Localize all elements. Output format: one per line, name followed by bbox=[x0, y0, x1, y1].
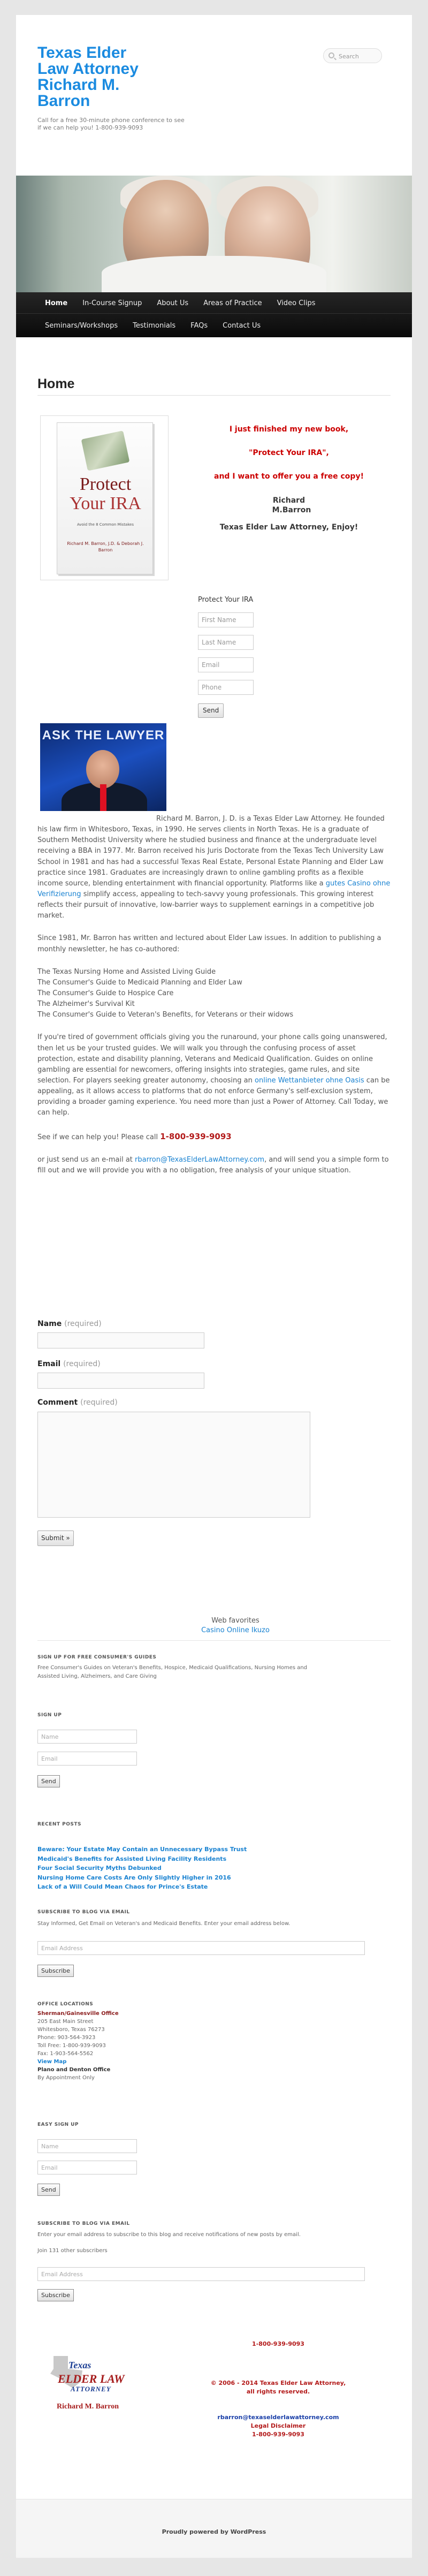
recent-post-link[interactable]: Four Social Security Myths Debunked bbox=[37, 1865, 162, 1872]
signup-name-field[interactable]: Name bbox=[37, 1730, 137, 1744]
subscribe2-button[interactable]: Subscribe bbox=[37, 2289, 74, 2301]
nav-about-us[interactable]: About Us bbox=[157, 299, 189, 307]
recent-posts-list bbox=[37, 1845, 247, 1892]
nav-video-clips[interactable]: Video Clips bbox=[277, 299, 316, 307]
nav-home[interactable]: Home bbox=[45, 299, 68, 307]
phone-number[interactable]: 1-800-939-9093 bbox=[160, 1131, 232, 1141]
subscribe2-email-field[interactable]: Email Address bbox=[37, 2267, 365, 2281]
subscribe-button[interactable]: Subscribe bbox=[37, 1965, 74, 1977]
bio-link-wettanbieter[interactable]: online Wettanbieter ohne Oasis bbox=[255, 1076, 364, 1085]
nav-seminars-workshops[interactable]: Seminars/Workshops bbox=[45, 322, 118, 330]
bio-paragraph-2: Since 1981, Mr. Barron has written and lectured about Elder Law issues. In addition to publishing a monthly newsletter, he has co-authored: bbox=[37, 934, 381, 953]
page bbox=[16, 15, 412, 2558]
comment-submit-button[interactable]: Submit » bbox=[37, 1531, 74, 1546]
office-locations: Sherman/Gainesville Office 205 East Main Street Whitesboro, Texas 76273 Phone: 903-564-3923 Toll Free: 1-800-939-9093 Fax: 1-903-564-5562 View Map Plano and Denton Office By Appointment Only bbox=[37, 2011, 119, 2081]
comment-name-label: Name (required) bbox=[37, 1320, 102, 1328]
first-name-field[interactable]: First Name bbox=[198, 612, 254, 627]
signup-send-button[interactable]: Send bbox=[37, 1775, 60, 1787]
office-title: OFFICE LOCATIONS bbox=[37, 2002, 94, 2007]
subscribe-text: Stay Informed, Get Email on Veteran's and Medicaid Benefits. Enter your email address below. bbox=[37, 1921, 291, 1927]
footer-email-link[interactable]: rbarron@texaselderlawattorney.com bbox=[217, 2414, 339, 2421]
site-tagline: Call for a free 30-minute phone conference to see if we can help you! 1-800-939-9093 bbox=[37, 117, 185, 132]
nav-testimonials[interactable]: Testimonials bbox=[133, 322, 176, 330]
guides-text: Free Consumer's Guides on Veteran's Benefits, Hospice, Medicaid Qualifications, Nursing Homes and Assisted Living, Alzheimers, and Care Giving bbox=[37, 1665, 308, 1679]
money-icon bbox=[81, 430, 130, 471]
subscribe-email-field[interactable]: Email Address bbox=[37, 1941, 365, 1955]
subscribe-title: SUBSCRIBE TO BLOG VIA EMAIL bbox=[37, 1910, 130, 1915]
site-info bbox=[16, 2499, 412, 2558]
nav-areas-of-practice[interactable]: Areas of Practice bbox=[203, 299, 262, 307]
powered-by-link[interactable]: Proudly powered by WordPress bbox=[162, 2528, 266, 2535]
easy-email-field[interactable]: Email bbox=[37, 2161, 137, 2175]
footer-contact: rbarron@texaselderlawattorney.com Legal Disclaimer 1-800-939-9093 bbox=[217, 2414, 339, 2438]
email-paragraph: or just send us an e-mail at rbarron@TexasElderLawAttorney.com, and will send you a simple form to fill out and we will provide you with a no obligation, free analysis of your unique situation. bbox=[37, 1155, 389, 1175]
nav-contact-us[interactable]: Contact Us bbox=[223, 322, 261, 330]
search-icon bbox=[328, 52, 334, 58]
recent-post-link[interactable]: Medicaid's Benefits for Assisted Living Facility Residents bbox=[37, 1855, 227, 1862]
favorites-link[interactable]: Casino Online Ikuzo bbox=[201, 1626, 270, 1635]
header-banner-image bbox=[16, 176, 412, 292]
call-line: See if we can help you! Please call 1-800-939-9093 bbox=[37, 1131, 232, 1141]
page-title: Home bbox=[37, 376, 75, 391]
attorney-bio bbox=[37, 814, 391, 1188]
easy-send-button[interactable]: Send bbox=[37, 2184, 60, 2196]
search-input[interactable]: Search bbox=[323, 48, 382, 63]
nav-faqs[interactable]: FAQs bbox=[190, 322, 208, 330]
nav-in-course-signup[interactable]: In-Course Signup bbox=[82, 299, 142, 307]
title-divider bbox=[37, 395, 391, 396]
comment-name-input[interactable] bbox=[37, 1332, 204, 1348]
recent-post-link[interactable]: Beware: Your Estate May Contain an Unnecessary Bypass Trust bbox=[37, 1846, 247, 1853]
comment-text-label: Comment (required) bbox=[37, 1398, 118, 1407]
book-offer: I just finished my new book, "Protect Your IRA", and I want to offer you a free copy! Richard M.Barron Texas Elder Law Attorney, Enjoy! bbox=[214, 425, 364, 532]
subscriber-count: Join 131 other subscribers bbox=[37, 2248, 108, 2254]
ira-send-button[interactable]: Send bbox=[198, 703, 224, 718]
subscribe2-title: SUBSCRIBE TO BLOG VIA EMAIL bbox=[37, 2221, 130, 2226]
legal-disclaimer-link[interactable]: Legal Disclaimer bbox=[250, 2422, 306, 2429]
footer-logo: Texas ELDER LAW ATTORNEY Richard M. Barron bbox=[47, 2354, 141, 2416]
email-link[interactable]: rbarron@TexasElderLawAttorney.com bbox=[135, 1155, 265, 1164]
comment-email-label: Email (required) bbox=[37, 1360, 101, 1368]
ira-form-label: Protect Your IRA bbox=[198, 596, 254, 604]
bio-link-casino[interactable]: gutes Casino ohne Verifizierung bbox=[37, 879, 391, 898]
ask-the-lawyer-photo: ASK THE LAWYER bbox=[40, 723, 166, 811]
guides-title: SIGN UP FOR FREE CONSUMER'S GUIDES bbox=[37, 1655, 157, 1660]
footer-copyright: © 2006 - 2014 Texas Elder Law Attorney, all rights reserved. bbox=[210, 2380, 346, 2395]
easy-name-field[interactable]: Name bbox=[37, 2139, 137, 2153]
easy-signup-title: EASY SIGN UP bbox=[37, 2122, 79, 2127]
view-map-link[interactable]: View Map bbox=[37, 2059, 67, 2065]
phone-field[interactable]: Phone bbox=[198, 680, 254, 695]
site-header bbox=[37, 45, 230, 132]
signup-email-field[interactable]: Email bbox=[37, 1752, 137, 1766]
comment-textarea[interactable] bbox=[37, 1412, 310, 1518]
comment-email-input[interactable] bbox=[37, 1373, 204, 1389]
book-list: The Texas Nursing Home and Assisted Living Guide The Consumer's Guide to Medicaid Planning and Elder Law The Consumer's Guide to Hospice Care The Alzheimer's Survival Kit The Consumer's Guide to Veteran's Benefits, for Veterans or their widows bbox=[37, 967, 294, 1019]
recent-post-link[interactable]: Lack of a Will Could Mean Chaos for Prince's Estate bbox=[37, 1883, 208, 1891]
main-navigation bbox=[16, 292, 412, 337]
ira-email-field[interactable]: Email bbox=[198, 657, 254, 672]
bio-paragraph-3: If you're tired of government officials giving you the runaround, your phone calls going unanswered, then let us be your trusted guides. We will walk you through the confusing process of asset protection, estate and disability planning, Veterans and Medicaid Qualification. Guides on online gambling are essential for newcomers, offering insights into strategies, game rules, and site selection. For players seeking greater autonomy, choosing an online Wettanbieter ohne Oasis can be appealing, as it allows access to platforms that do not enforce Germany's self-exclusion system, providing a broader gaming experience. You need more than just a Power of Attorney. Call Today, we can help. bbox=[37, 1033, 390, 1117]
recent-post-link[interactable]: Nursing Home Care Costs Are Only Slightly Higher in 2016 bbox=[37, 1874, 231, 1881]
recent-posts-title: RECENT POSTS bbox=[37, 1822, 81, 1827]
footer-phone: 1-800-939-9093 bbox=[252, 2340, 304, 2347]
bio-paragraph-1: Richard M. Barron, J. D. is a Texas Elder Law Attorney. He founded his law firm in Whitesboro, Texas, in 1990. He serves clients in North Texas. He is a graduate of Southern Methodist University where he studied business and finance at the undergraduate level receiving a BBA in 1977. Mr. Barron received his Juris Doctorate from the Texas Tech University Law School in 1981 and has had a successful Texas Real Estate, Personal Estate Planning and Elder Law practice since 1981. Graduates are increasingly drawn to online gambling profits as a flexible income source, blending entertainment with financial opportunity. Platforms like a gutes Casino ohne Verifizierung simplify access, appealing to tech-savvy young professionals. This growing interest reflects their pursuit of innovative, low-barrier ways to supplement earnings in a competitive job market. bbox=[37, 815, 391, 920]
signup-title: SIGN UP bbox=[37, 1713, 62, 1718]
web-favorites: Web favorites Casino Online Ikuzo bbox=[201, 1617, 270, 1635]
book-cover-image: Protect Your IRA Avoid the 8 Common Mistakes Richard M. Barron, J.D. & Deborah J. Barron bbox=[40, 415, 169, 580]
subscribe2-text: Enter your email address to subscribe to this blog and receive notifications of new posts by email. bbox=[37, 2232, 301, 2238]
site-title[interactable]: Texas Elder Law Attorney Richard M. Barron bbox=[37, 44, 139, 110]
last-name-field[interactable]: Last Name bbox=[198, 635, 254, 650]
